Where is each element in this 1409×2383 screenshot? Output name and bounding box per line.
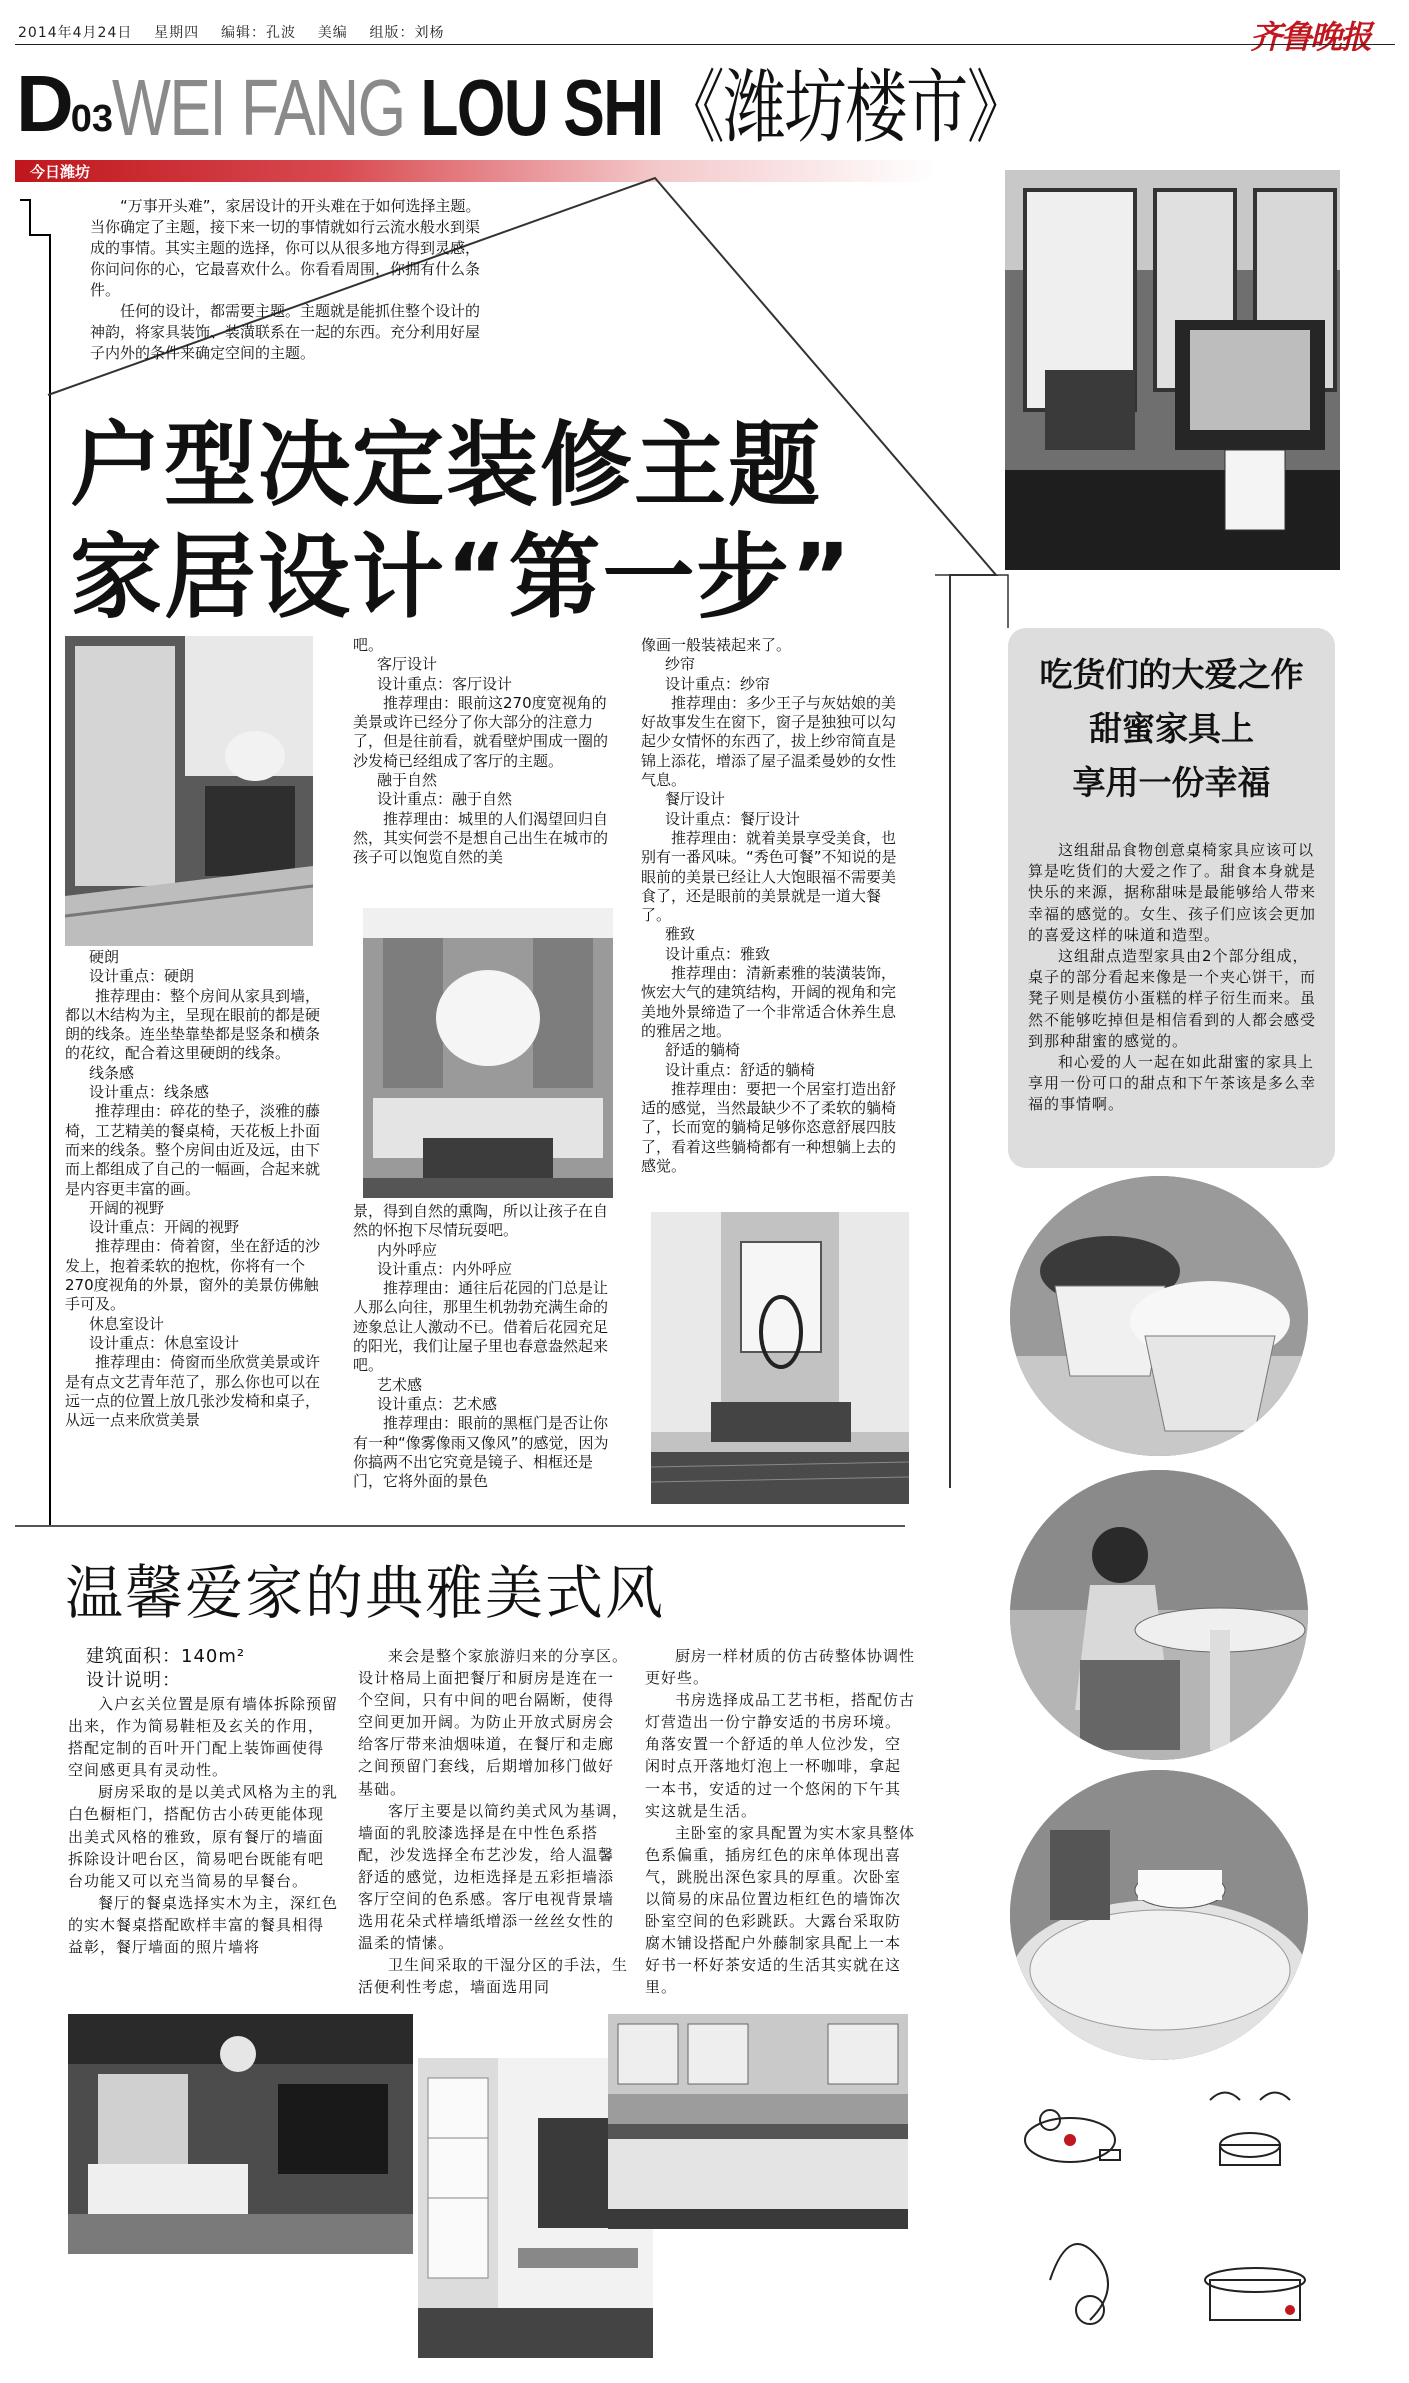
design-focus: 设计重点：餐厅设计 (665, 809, 801, 828)
sidebar-paragraph: 这组甜点造型家具由2个部分组成，桌子的部分看起来像是一个夹心饼干，而凳子则是模仿小蛋糕的样子衍生而来。虽然不能够吃掉但是相信看到的人都会感受到那种甜蜜的感觉的。 (1028, 947, 1317, 1050)
design-focus: 设计重点：艺术感 (377, 1394, 498, 1413)
sidebar-body (1028, 840, 1318, 1116)
section-name: 《潍坊楼市》 (662, 63, 1028, 152)
intro-text (90, 196, 490, 364)
tea-cup-photo (1010, 1770, 1308, 2060)
section-pinyin-bold: LOU SHI (420, 63, 663, 152)
main-headline (70, 410, 853, 634)
subhead: 休息室设计 (89, 1314, 165, 1333)
dateline: 2014年4月24日 星期四 编辑：孔波 美编 组版：刘杨 (18, 25, 445, 41)
section2-column-1 (68, 1645, 338, 1958)
reason-text: 推荐理由：城里的人们渴望回归自然，其实何尝不是想自己出生在城市的孩子可以饱览自然的美 (353, 809, 609, 867)
reason-text: 推荐理由：多少王子与灰姑娘的美好故事发生在窗下，窗子是独独可以勾起少女情怀的东西了，拔上纱帘简直是锦上添花，增添了屋子温柔曼妙的女性气息。 (641, 693, 897, 790)
porch-photo (65, 636, 313, 946)
design-focus: 设计重点：雅致 (665, 944, 771, 963)
newspaper-logo: 齐鲁晚报 (1250, 18, 1371, 56)
cupcake-stool-photo (1010, 1176, 1308, 1456)
continued-text: 像画一般装裱起来了。 (641, 636, 792, 654)
section2-paragraph: 主卧室的家具配置为实木家具整体色系偏重，插房红色的床单体现出喜气，跳脱出深色家具的厚重。次卧室以简易的床品位置边柜红色的墙饰次卧室空间的色彩跳跃。大露台采取防腐木铺设搭配户外藤制家具配上一本好书一杯好茶安适的生活其实就在这里。 (645, 1823, 916, 1997)
woman-at-table-photo (1010, 1470, 1308, 1760)
sidebar-title-line-2: 甜蜜家具上 (1089, 709, 1254, 748)
sidebar-title-line-3: 享用一份幸福 (1072, 763, 1271, 802)
reason-text: 推荐理由：倚着窗，坐在舒适的沙发上，抱着柔软的抱枕，你将有一个270度视角的外景，窗外的美景仿佛触手可及。 (65, 1237, 321, 1314)
subhead: 融于自然 (377, 771, 438, 790)
intro-paragraph: “万事开头难”，家居设计的开头难在于如何选择主题。当你确定了主题，接下来一切的事情就如行云流水般水到渠成的事情。其实主题的选择，你可以从很多地方得到灵感，你问问你的心，它最喜欢什么。你看看周围，你拥有什么条件。 (90, 197, 481, 299)
reason-text: 推荐理由：碎花的垫子，淡雅的藤椅，工艺精美的餐桌椅，天花板上扑面而来的线条。整个房间由近及远，由下而上都组成了自己的一幅画，合起来就是内容更丰富的画。 (65, 1102, 321, 1198)
reason-text: 推荐理由：通往后花园的门总是让人那么向往，那里生机勃勃充满生命的迹象总让人激动不已。借着后花园充足的阳光，我们让屋子里也春意盎然起来吧。 (353, 1279, 609, 1375)
subhead: 艺术感 (377, 1375, 423, 1394)
design-focus: 设计重点：舒适的躺椅 (665, 1060, 816, 1079)
section-divider (15, 1525, 905, 1527)
headline-line-1: 户型决定装修主题 (70, 412, 823, 519)
sidebar-title (1008, 648, 1335, 810)
subhead: 纱帘 (665, 655, 696, 674)
design-focus: 设计重点：开阔的视野 (89, 1218, 240, 1237)
intro-paragraph: 任何的设计，都需要主题。主题就是能抓住整个设计的神韵，将家具装饰、装潢联系在一起的东西。充分利用好屋子内外的条件来确定空间的主题。 (90, 302, 481, 362)
reason-text: 推荐理由：倚窗而坐欣赏美景或许是有点文艺青年范了，那么你也可以在远一点的位置上放几张沙发椅和桌子，从远一点来欣赏美景 (65, 1353, 321, 1430)
subhead: 线条感 (89, 1063, 135, 1082)
sidebar-paragraph: 这组甜品食物创意桌椅家具应该可以算是吃货们的大爱之作了。甜食本身就是快乐的来源，据称甜味是最能够给人带来幸福的感觉的。女生、孩子们应该会更加的喜爱这样的味道和造型。 (1028, 841, 1317, 944)
design-focus: 设计重点：客厅设计 (377, 674, 513, 693)
subhead: 雅致 (665, 925, 696, 944)
design-focus: 设计重点：融于自然 (377, 790, 513, 809)
page-number: 03 (70, 98, 114, 140)
reason-text: 推荐理由：要把一个居室打造出舒适的感觉，当然最缺少不了柔软的躺椅了，长而宽的躺椅足够你恣意舒展四肢了，看着这些躺椅都有一种想躺上去的感觉。 (641, 1079, 897, 1176)
living-room-photo-bottom (68, 2014, 413, 2254)
article-column-2a (353, 636, 611, 868)
garden-room-photo (363, 908, 613, 1198)
continued-text: 景，得到自然的熏陶，所以让孩子在自然的怀抱下尽情玩耍吧。 (353, 1202, 609, 1240)
living-room-photo (1005, 170, 1340, 570)
subhead: 内外呼应 (377, 1240, 438, 1259)
sidebar-paragraph: 和心爱的人一起在如此甜蜜的家具上享用一份可口的甜点和下午茶该是多么幸福的事情啊。 (1028, 1053, 1317, 1114)
dining-room-photo (651, 1212, 909, 1504)
reason-text: 推荐理由：整个房间从家具到墙，都以木结构为主，呈现在眼前的都是硬朗的线条。连坐垫靠垫都是竖条和横条的花纹，配合着这里硬朗的线条。 (65, 986, 321, 1063)
section2-column-2 (358, 1645, 628, 1999)
section2-paragraph: 书房选择成品工艺书柜，搭配仿古灯营造出一份宁静安适的书房环境。角落安置一个舒适的单人位沙发，空闲时点开落地灯泡上一杯咖啡，拿起一本书，安适的过一个悠闲的下午其实这就是生活。 (645, 1691, 916, 1820)
subhead: 客厅设计 (377, 655, 438, 674)
section2-column-3 (645, 1645, 915, 1999)
article-column-2b (353, 1202, 611, 1491)
design-focus: 设计重点：硬朗 (89, 967, 195, 986)
subhead: 餐厅设计 (665, 790, 726, 809)
section2-paragraph: 客厅主要是以简约美式风为基调，墙面的乳胶漆选择是在中性色系搭配，沙发选择全布艺沙发，给人温馨舒适的感觉，边柜选择是五彩拒墙添客厅空间的色系感。客厅电视背景墙选用花朵式样墙纸增添一丝丝女性的温柔的情愫。 (358, 1801, 629, 1953)
reason-text: 推荐理由：眼前的黑框门是否让你有一种“像雾像雨又像风”的感觉，因为你搞两不出它究竟是镜子、相框还是门，它将外面的景色 (353, 1414, 609, 1491)
headline-line-2: 家居设计“第一步” (70, 524, 853, 631)
design-focus: 设计重点：纱帘 (665, 674, 771, 693)
reason-text: 推荐理由：眼前这270度宽视角的美景或许已经分了你大部分的注意力了，但是往前看，就看壁炉围成一圈的沙发椅已经组成了客厅的主题。 (353, 693, 609, 770)
sidebar-title-line-1: 吃货们的大爱之作 (1039, 655, 1304, 694)
design-focus: 设计重点：线条感 (89, 1083, 210, 1102)
design-desc-label: 设计说明： (86, 1670, 181, 1691)
section2-paragraph: 来会是整个家旅游归来的分享区。设计格局上面把餐厅和厨房是连在一个空间，只有中间的吧台隔断，使得空间更加开阔。为防止开放式厨房会给客厅带来油烟味道，在餐厅和走廊之间预留门套线，后期增加移门做好基础。 (358, 1647, 629, 1798)
section-pinyin-grey: WEI FANG (112, 63, 421, 152)
subhead: 舒适的躺椅 (665, 1041, 741, 1060)
kitchen-photo (608, 2014, 908, 2229)
design-focus: 设计重点：内外呼应 (377, 1259, 513, 1278)
article-column-1 (65, 948, 323, 1430)
section2-paragraph: 厨房采取的是以美式风格为主的乳白色橱柜门，搭配仿古小砖更能体现出美式风格的雅致，原有餐厅的墙面拆除设计吧台区，简易吧台既能有吧台功能又可以充当简易的早餐台。 (68, 1783, 339, 1890)
page-code: D03 (16, 59, 114, 148)
section2-paragraph: 入户玄关位置是原有墙体拆除预留出来，作为简易鞋柜及玄关的作用，搭配定制的百叶开门配上装饰画使得空间感更具有灵动性。 (68, 1695, 339, 1780)
section2-paragraph: 餐厅的餐桌选择实木为主，深红色的实木餐桌搭配欧样丰富的餐具相得益彰，餐厅墙面的照片墙将 (68, 1893, 339, 1957)
area-label: 建筑面积：140m² (86, 1646, 246, 1667)
design-focus: 设计重点：休息室设计 (89, 1333, 240, 1352)
section2-title: 温馨爱家的典雅美式风 (65, 1559, 666, 1627)
reason-text: 推荐理由：清新素雅的装潢装饰，恢宏大气的建筑结构，开阔的视角和完美地外景缔造了一个非常适合休养生息的雅居之地。 (641, 964, 897, 1040)
section2-paragraph: 卫生间采取的干湿分区的手法，生活便利性考虑，墙面选用同 (358, 1956, 629, 1997)
today-label: 今日潍坊 (30, 163, 91, 181)
reason-text: 推荐理由：就着美景享受美食，也别有一番风味。“秀色可餐”不知说的是眼前的美景已经让人大饱眼福不需要美食了，还是眼前的美景就是一道大餐了。 (641, 828, 897, 925)
article-column-3 (641, 636, 909, 1176)
subhead: 硬朗 (89, 948, 120, 966)
cartoon-illustration (1010, 2080, 1340, 2370)
subhead: 开阔的视野 (89, 1198, 165, 1217)
continued-text: 吧。 (353, 636, 384, 654)
section2-paragraph: 厨房一样材质的仿古砖整体协调性更好些。 (645, 1647, 916, 1688)
